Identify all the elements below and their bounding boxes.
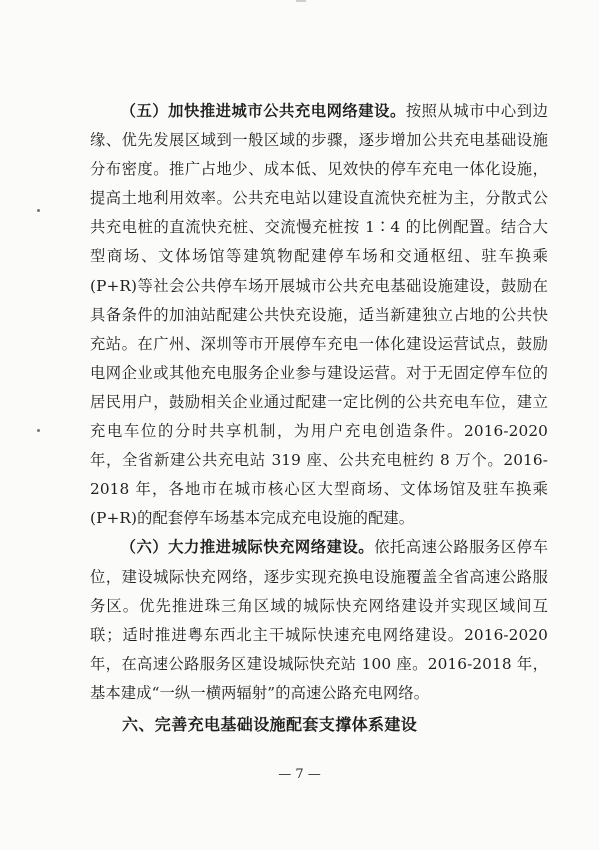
paragraph-lead: （六）大力推进城际快充网络建设。 xyxy=(120,538,375,557)
scan-artifact xyxy=(296,0,306,2)
scan-dot xyxy=(37,209,40,212)
document-body xyxy=(90,97,548,708)
paragraph-urban-charging xyxy=(90,97,548,533)
paragraph-text: 依托高速公路服务区停车位，建设城际快充网络，逐步实现充换电设施覆盖全省高速公路服务区。优先推进珠三角区域的城际快充网络建设并实现区域间互联；适时推进粤东西北主干城际快速充电网络建设。2016-2020 年，在高速公路服务区建设城际快充站 100 座。2016-2018 年，基本建成“一纵一横两辐射”的高速公路充电网络。 xyxy=(90,538,548,702)
section-heading: 六、完善充电基础设施配套支撑体系建设 xyxy=(122,715,418,734)
paragraph-intercity-charging xyxy=(90,533,548,708)
paragraph-lead: （五）加快推进城市公共充电网络建设。 xyxy=(120,102,406,120)
paragraph-text: 按照从城市中心到边缘、优先发展区域到一般区域的步骤，逐步增加公共充电基础设施分布密度。推广占地少、成本低、见效快的停车充电一体化设施，提高土地利用效率。公共充电站以建设直流快充桩为主，分散式公共充电桩的直流快充桩、交流慢充桩按 1∶4 的比例配置。结合大型商场、文体场馆等建筑物配建停车场和交通枢纽、驻车换乘(P+R)等社会公共停车场开展城市公共充电基础设施建设，鼓励在具备条件的加油站配建公共快充设施，适当新建独立占地的公共快充站。在广州、深圳等市开展停车充电一体化建设运营试点，鼓励电网企业或其他充电服务企业参与建设运营。对于无固定停车位的居民用户，鼓励相关企业通过配建一定比例的公共充电车位，建立充电车位的分时共享机制，为用户充电创造条件。2016-2020 年，全省新建公共充电站 319 座、公共充电桩约 8 万个。2016-2018 年，各地市在城市核心区大型商场、文体场馆及驻车换乘(P+R)的配套停车场基本完成充电设施的配建。 xyxy=(90,102,548,528)
page-number: — 7 — xyxy=(278,767,321,782)
scan-dot xyxy=(37,429,40,432)
